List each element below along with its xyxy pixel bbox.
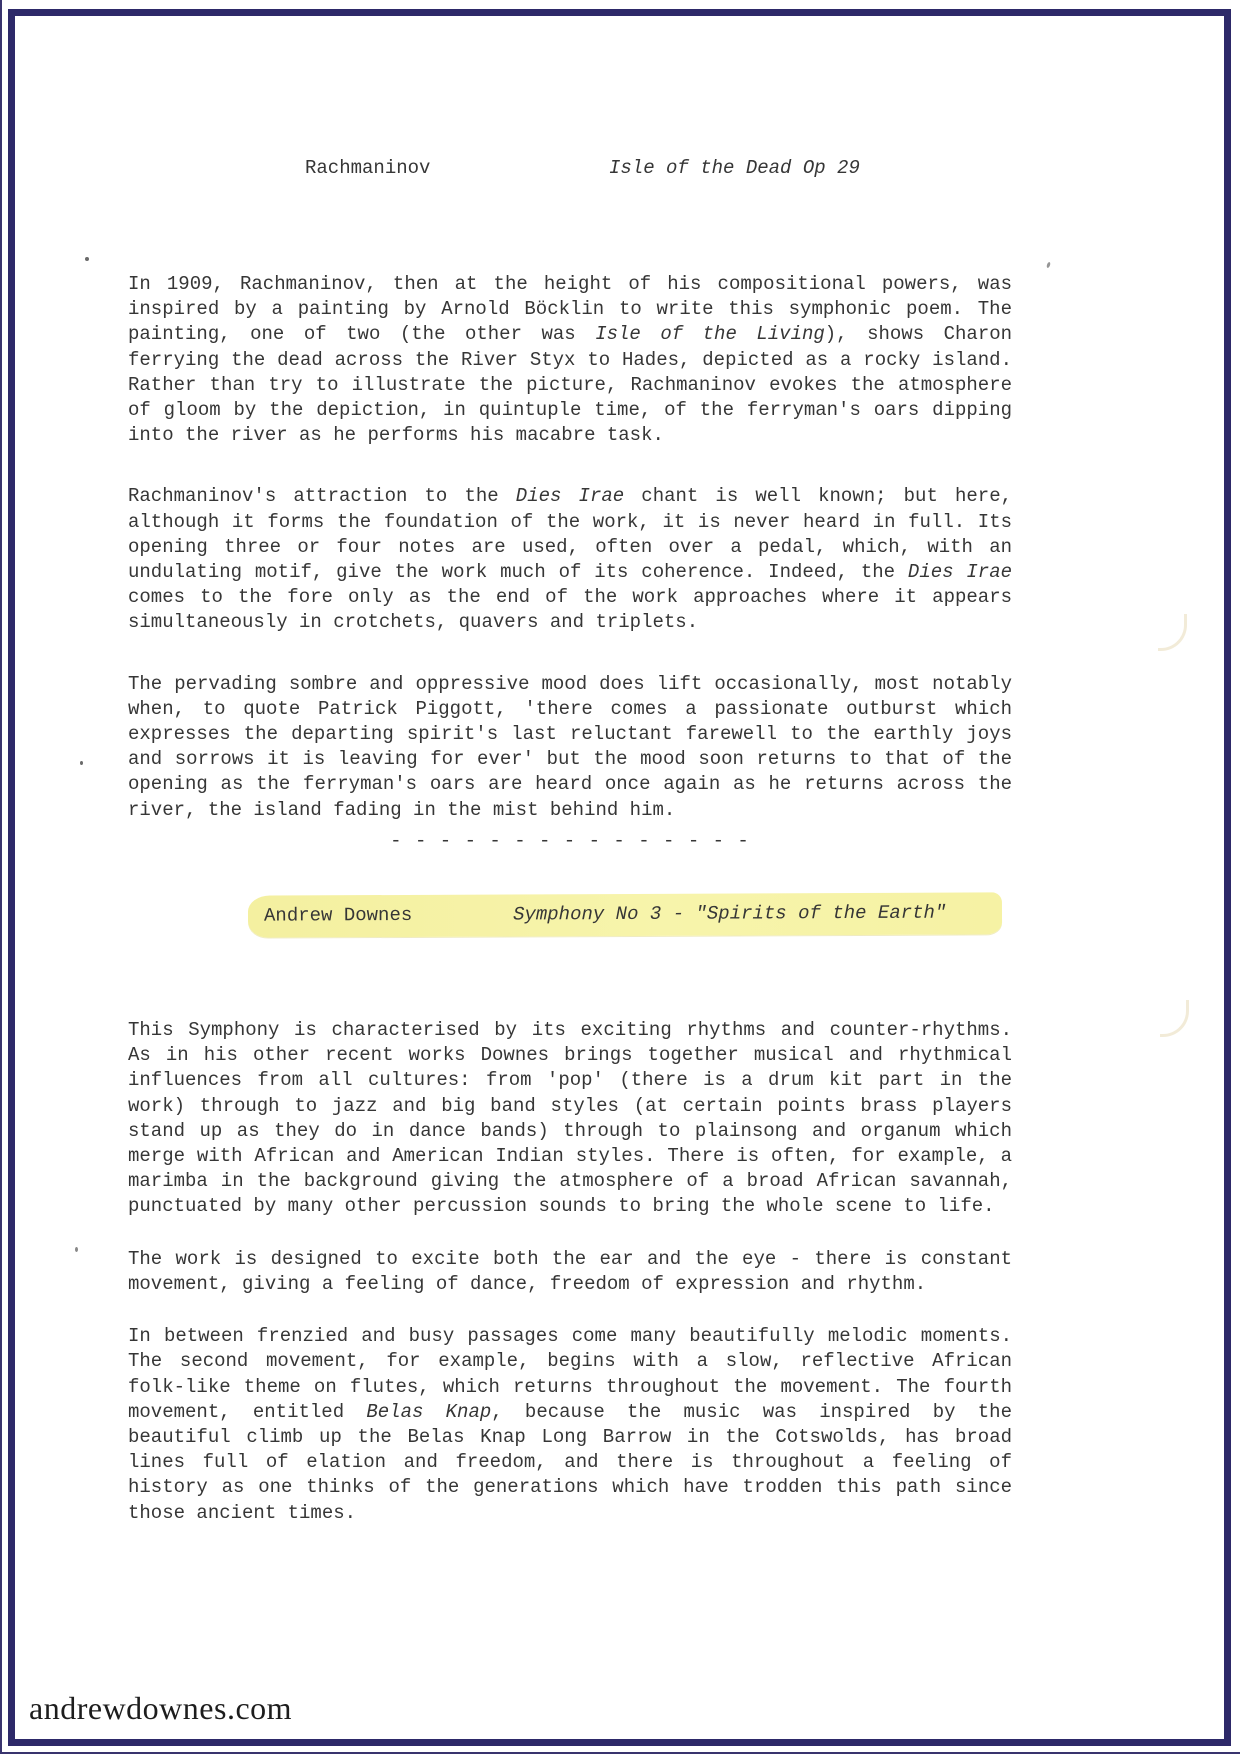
italic-text-run: Isle of the Living — [595, 323, 825, 346]
paragraph — [128, 484, 1012, 635]
section1-paragraphs — [128, 0, 1012, 823]
section2-paragraphs — [128, 940, 1012, 1526]
scan-artifact-curl — [1160, 1000, 1189, 1037]
section1-heading — [128, 156, 1012, 182]
paragraph — [128, 1018, 1012, 1220]
scan-edge-left — [0, 0, 2, 1754]
section2-work-title: Symphony No 3 - "Spirits of the Earth" — [512, 901, 947, 926]
text-run: In 1909, Rachmaninov, then at the height of his compositional powers, was inspired by a painting by Arnold Böcklin to write this symphonic poem. The painting, one of two (the other was — [128, 273, 1012, 346]
section1-composer-name: Rachmaninov — [305, 157, 431, 179]
text-run: This Symphony is characterised by its exciting rhythms and counter-rhythms. As in his other recent works Downes brings together musical and rhythmical influences from all cultures: from 'pop' (there is a drum kit part in the work) through to jazz and big band styles (at certain points brass players stand up as they do in dance bands) through to plainsong and organum which merge with African and American Indian styles. There is often, for example, a marimba in the background giving the atmosphere of a broad African savannah, punctuated by many other percussion sounds to bring the whole scene to life. — [128, 1019, 1012, 1218]
document-body — [128, 0, 1012, 1526]
text-run: , because the music was inspired by the beautiful climb up the Belas Knap Long Barrow in the Cotswolds, has broad lines full of elation and freedom, and there is throughout a feeling of history as one thinks of the generations which have trodden this path since those ancient times. — [128, 1400, 1012, 1524]
section2-composer-name: Andrew Downes — [263, 903, 413, 927]
text-run: chant is well known; but here, although it forms the foundation of the work, it is never heard in full. Its opening three or four notes are used, often over a pedal, which, with an undulating motif, give the work much of its coherence. Indeed, the — [128, 485, 1013, 584]
scan-artifact-dot — [75, 1247, 78, 1252]
scan-artifact-curl — [1158, 614, 1187, 651]
paragraph — [128, 1247, 1012, 1297]
italic-text-run: Belas Knap — [366, 1400, 492, 1423]
italic-text-run: Dies Irae — [515, 485, 625, 508]
scan-artifact-dot — [1046, 262, 1051, 269]
text-run: The work is designed to excite both the ear and the eye - there is constant movement, giving a feeling of dance, freedom of expression and rhythm. — [128, 1247, 1012, 1295]
paragraph — [128, 672, 1012, 823]
section1-work-title: Isle of the Dead Op 29 — [609, 157, 860, 179]
text-run: In between frenzied and busy passages come many beautifully melodic moments. The second movement, for example, begins with a slow, reflective African folk-like theme on flutes, which returns throughout the movement. The fourth movement, entitled — [128, 1325, 1012, 1423]
paragraph — [128, 1324, 1012, 1526]
scan-artifact-dot — [85, 257, 89, 261]
highlighted-heading — [248, 892, 1003, 937]
section2-heading — [128, 894, 1012, 940]
italic-text-run: Dies Irae — [907, 561, 1012, 584]
website-footer-label: andrewdownes.com — [29, 1690, 293, 1726]
text-run: ), shows Charon ferrying the dead across the River Styx to Hades, depicted as a rocky island. Rather than try to illustrate the picture, Rachmaninov evokes the atmosphere of gloom by the depiction, in quintuple time, of the ferryman's oars dipping into the river as he performs his macabre task. — [128, 323, 1013, 447]
scan-artifact-dot — [80, 761, 83, 765]
dashed-divider: - - - - - - - - - - - - - - - — [390, 829, 750, 852]
text-run: Rachmaninov's attraction to the — [128, 485, 516, 508]
text-run: The pervading sombre and oppressive mood does lift occasionally, most notably when, to quote Patrick Piggott, 'there comes a passionate outburst which expresses the departing spirit's last reluctant farewell to the earthly joys and sorrows it is leaving for ever' but the mood soon returns to that of the opening as the ferryman's oars are heard once again as he returns across the river, the island fading in the mist behind him. — [128, 672, 1012, 821]
paragraph — [128, 272, 1012, 448]
text-run: comes to the fore only as the end of the work approaches where it appears simultaneously in crotchets, quavers and triplets. — [128, 586, 1012, 634]
